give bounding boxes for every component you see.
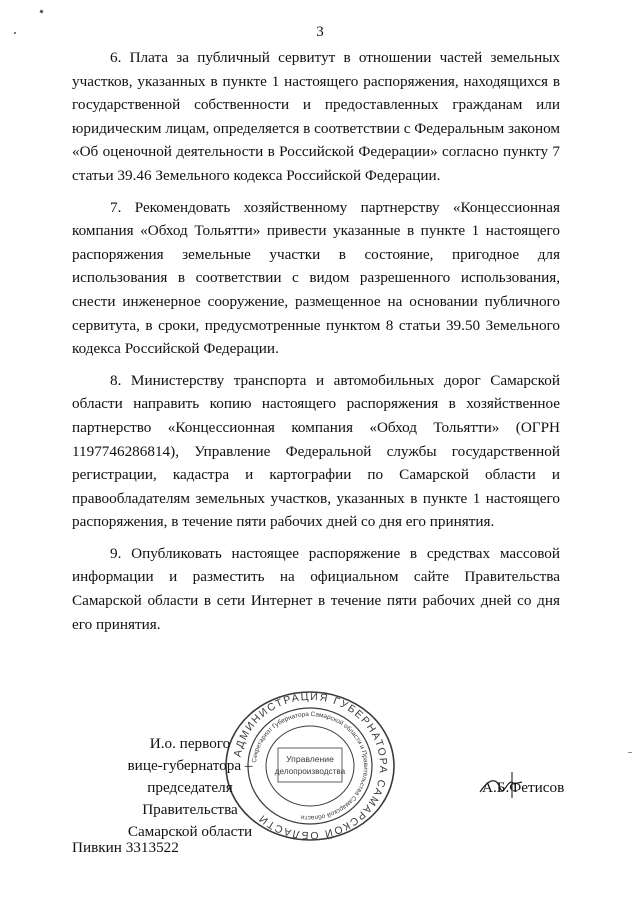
signatory-line: вице-губернатора – [127, 757, 253, 774]
paragraph-7: 7. Рекомендовать хозяйственному партнерству «Концессионная компания «Обход Тольятти» привести указанные в пункте 1 настоящего распоряжения земельные участки в состояние, пригодное для использования в соответствии с видом разрешенного использования, снести инженерное сооружение, размещенное на основании публичного сервитута, в сроки, предусмотренные пунктом 8 статьи 39.50 Земельного кодекса Российской Федерации. [72, 198, 560, 358]
paragraph-9: 9. Опубликовать настоящее распоряжение в средствах массовой информации и разместить на официальном сайте Правительства Самарской области в сети Интернет в течение пяти рабочих дней со дня его принятия. [72, 544, 560, 633]
scan-speck [39, 9, 43, 13]
signatory-line: председателя Правительства [142, 779, 238, 818]
signatory-position [100, 733, 280, 843]
scan-speck [628, 752, 632, 753]
signatory-line: И.о. первого [149, 735, 231, 752]
paragraph-8: 8. Министерству транспорта и автомобильных дорог Самарской области направить копию настоящего распоряжения в хозяйственное партнерство «Концессионная компания «Обход Тольятти» (ОГРН 1197746286814), Управление Федеральной службы государственной регистрации, кадастра и картографии по Самарской области и правообладателям земельных участков, указанных в пункте 1 настоящего распоряжения, в течение пяти рабочих дней со дня его принятия. [72, 371, 560, 531]
paragraph-6: 6. Плата за публичный сервитут в отношении частей земельных участков, указанных в пункте 1 настоящего распоряжения, находящихся в государственной собственности и предоставленных гражданам или юридическим лицам, определяется в соответствии с Федеральным законом «Об оценочной деятельности в Российской Федерации» согласно пункту 7 статьи 39.46 Земельного кодекса Российской Федерации. [72, 49, 560, 184]
document-body [72, 46, 560, 644]
stamp-center-line-2: делопроизводства [274, 767, 346, 776]
stamp-inner-text: Секретариат Губернатора Самарской области и Правительства Самарской области [251, 710, 370, 822]
stamp-center-line-1: Управление [286, 754, 334, 764]
stamp-outer-text: АДМИНИСТРАЦИЯ ГУБЕРНАТОРА САМАРСКОЙ ОБЛАСТИ [231, 690, 390, 842]
signatory-line: Самарской области [127, 823, 253, 840]
executor-info: Пивкин 3313522 [72, 839, 179, 856]
signatory-name: А.Б.Фетисов [482, 779, 565, 796]
page-number: 3 [316, 24, 324, 40]
